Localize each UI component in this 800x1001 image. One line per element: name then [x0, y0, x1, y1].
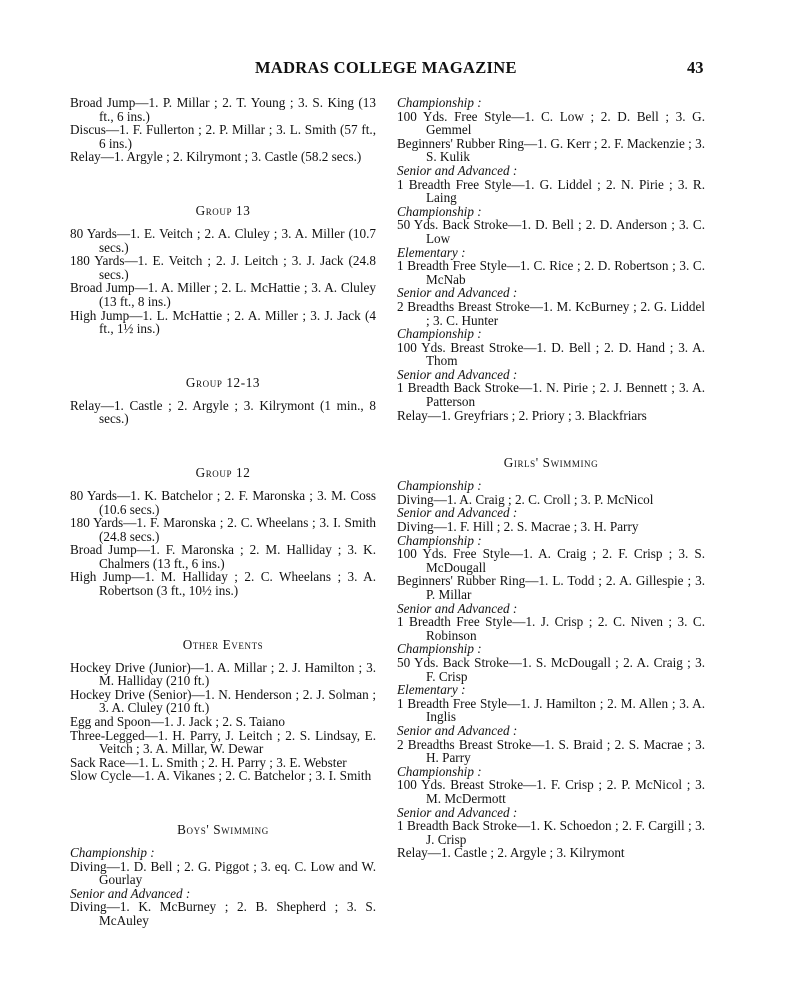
- result-entry: Relay—1. Greyfriars ; 2. Priory ; 3. Blackfriars: [397, 407, 647, 423]
- category-label: Championship :: [397, 763, 482, 779]
- result-entry: 2 Breadths Breast Stroke—1. M. KcBurney ; 2. G. Liddel ; 3. C. Hunter: [397, 298, 705, 328]
- result-entry: Slow Cycle—1. A. Vikanes ; 2. C. Batchelor ; 3. I. Smith: [70, 768, 372, 784]
- category-label: Senior and Advanced :: [70, 885, 191, 901]
- section-heading-group-12-13: Group 12-13: [185, 374, 261, 390]
- result-entry: Diving—1. A. Craig ; 2. C. Croll ; 3. P. McNicol: [397, 491, 654, 507]
- page-number: 43: [687, 58, 704, 77]
- category-label: Championship :: [70, 845, 155, 860]
- result-entry: Three-Legged—1. H. Parry, J. Leitch ; 2. S. Lindsay, E. Veitch ; 3. A. Millar, W. Dewar: [70, 727, 376, 757]
- result-entry: Broad Jump—1. A. Miller ; 2. L. McHattie ; 3. A. Cluley (13 ft., 8 ins.): [70, 280, 376, 309]
- category-label: Senior and Advanced :: [397, 366, 518, 382]
- category-label: Championship :: [397, 326, 482, 342]
- left-column: [70, 96, 376, 928]
- result-entry: 80 Yards—1. E. Veitch ; 2. A. Cluley ; 3. A. Miller (10.7 secs.): [70, 225, 376, 255]
- result-entry: 1 Breadth Back Stroke—1. N. Pirie ; 2. J. Bennett ; 3. A. Patterson: [397, 380, 705, 410]
- category-label: Championship :: [397, 641, 482, 657]
- category-label: Championship :: [397, 478, 482, 494]
- result-entry: Diving—1. F. Hill ; 2. S. Macrae ; 3. H. Parry: [397, 519, 639, 535]
- result-entry: 1 Breadth Free Style—1. J. Hamilton ; 2. M. Allen ; 3. A. Inglis: [397, 695, 705, 725]
- category-label: Senior and Advanced :: [397, 722, 518, 738]
- result-entry: Relay—1. Castle ; 2. Argyle ; 3. Kilrymont: [397, 845, 625, 861]
- result-entry: 50 Yds. Back Stroke—1. D. Bell ; 2. D. Anderson ; 3. C. Low: [397, 217, 705, 246]
- result-entry: Egg and Spoon—1. J. Jack ; 2. S. Taiano: [70, 714, 285, 730]
- result-entry: 1 Breadth Free Style—1. C. Rice ; 2. D. Robertson ; 3. C. McNab: [397, 258, 705, 287]
- category-label: Elementary :: [397, 682, 466, 698]
- result-entry: 1 Breadth Free Style—1. G. Liddel ; 2. N. Pirie ; 3. R. Laing: [397, 176, 705, 206]
- result-entry: 2 Breadths Breast Stroke—1. S. Braid ; 2. S. Macrae ; 3. H. Parry: [397, 736, 705, 766]
- result-entry: High Jump—1. M. Halliday ; 2. C. Wheelans ; 3. A. Robertson (3 ft., 10½ ins.): [70, 569, 376, 599]
- result-entry: Diving—1. K. McBurney ; 2. B. Shepherd ; 3. S. McAuley: [70, 899, 376, 928]
- category-label: Championship :: [397, 203, 482, 219]
- result-entry: Hockey Drive (Senior)—1. N. Henderson ; 2. J. Solman ; 3. A. Cluley (210 ft.): [70, 686, 376, 716]
- section-heading-other-events: Other Events: [182, 636, 264, 652]
- category-label: Senior and Advanced :: [397, 804, 518, 820]
- result-entry: 100 Yds. Breast Stroke—1. D. Bell ; 2. D. Hand ; 3. A. Thom: [397, 339, 705, 369]
- result-entry: Hockey Drive (Junior)—1. A. Millar ; 2. J. Hamilton ; 3. M. Halliday (210 ft.): [70, 659, 376, 689]
- category-label: Senior and Advanced :: [397, 600, 518, 616]
- result-entry: High Jump—1. L. McHattie ; 2. A. Miller ; 3. J. Jack (4 ft., 1½ ins.): [70, 307, 376, 337]
- result-entry: Diving—1. D. Bell ; 2. G. Piggot ; 3. eq. C. Low and W. Gourlay: [70, 858, 376, 888]
- result-entry: Broad Jump—1. P. Millar ; 2. T. Young ; 3. S. King (13 ft., 6 ins.): [70, 95, 376, 124]
- result-entry: Sack Race—1. L. Smith ; 2. H. Parry ; 3. E. Webster: [70, 754, 347, 770]
- right-column: [397, 96, 705, 860]
- page-header: [0, 58, 800, 80]
- result-entry: Beginners' Rubber Ring—1. L. Todd ; 2. A. Gillespie ; 3. P. Millar: [397, 573, 705, 602]
- result-entry: Discus—1. F. Fullerton ; 2. P. Millar ; 3. L. Smith (57 ft., 6 ins.): [70, 122, 376, 151]
- category-label: Senior and Advanced :: [397, 505, 518, 521]
- magazine-title: MADRAS COLLEGE MAGAZINE: [255, 58, 517, 77]
- result-entry: Relay—1. Argyle ; 2. Kilrymont ; 3. Castle (58.2 secs.): [70, 149, 362, 165]
- result-entry: Beginners' Rubber Ring—1. G. Kerr ; 2. F. Mackenzie ; 3. S. Kulik: [397, 135, 705, 165]
- result-entry: 50 Yds. Back Stroke—1. S. McDougall ; 2. A. Craig ; 3. F. Crisp: [397, 654, 705, 684]
- result-entry: 180 Yards—1. E. Veitch ; 2. J. Leitch ; 3. J. Jack (24.8 secs.): [70, 253, 376, 282]
- category-label: Senior and Advanced :: [397, 162, 518, 178]
- section-heading-group-12: Group 12: [195, 464, 251, 480]
- result-entry: 80 Yards—1. K. Batchelor ; 2. F. Maronska ; 3. M. Coss (10.6 secs.): [70, 487, 376, 517]
- result-entry: 100 Yds. Free Style—1. C. Low ; 2. D. Bell ; 3. G. Gemmel: [397, 108, 705, 138]
- category-label: Senior and Advanced :: [397, 285, 518, 301]
- section-heading-girls-swimming: Girls' Swimming: [503, 455, 599, 471]
- category-label: Championship :: [397, 95, 482, 110]
- result-entry: 1 Breadth Free Style—1. J. Crisp ; 2. C. Niven ; 3. C. Robinson: [397, 614, 705, 643]
- result-entry: 100 Yds. Free Style—1. A. Craig ; 2. F. Crisp ; 3. S. McDougall: [397, 546, 705, 575]
- result-entry: 180 Yards—1. F. Maronska ; 2. C. Wheelans ; 3. I. Smith (24.8 secs.): [70, 515, 376, 544]
- result-entry: Relay—1. Castle ; 2. Argyle ; 3. Kilrymont (1 min., 8 secs.): [70, 397, 376, 427]
- section-heading-group-13: Group 13: [195, 202, 251, 218]
- result-entry: Broad Jump—1. F. Maronska ; 2. M. Halliday ; 3. K. Chalmers (13 ft., 6 ins.): [70, 542, 376, 571]
- category-label: Elementary :: [397, 244, 466, 260]
- category-label: Championship :: [397, 532, 482, 548]
- section-heading-boys-swimming: Boys' Swimming: [177, 822, 269, 837]
- result-entry: 1 Breadth Back Stroke—1. K. Schoedon ; 2. F. Cargill ; 3. J. Crisp: [397, 818, 705, 847]
- result-entry: 100 Yds. Breast Stroke—1. F. Crisp ; 2. P. McNicol ; 3. M. McDermott: [397, 777, 705, 806]
